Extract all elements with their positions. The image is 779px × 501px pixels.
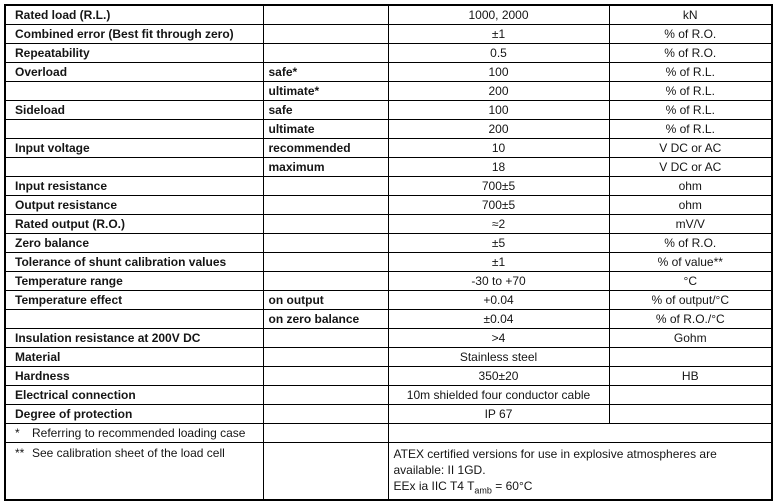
value-cell: 10m shielded four conductor cable — [388, 386, 609, 405]
table-row — [5, 63, 772, 82]
unit-cell: kN — [609, 5, 772, 25]
table-row — [5, 329, 772, 348]
value-cell: -30 to +70 — [388, 272, 609, 291]
subparam-cell — [263, 44, 388, 63]
value-cell: ±1 — [388, 25, 609, 44]
param-cell: Combined error (Best fit through zero) — [5, 25, 263, 44]
subparam-cell — [263, 367, 388, 386]
param-cell: Output resistance — [5, 196, 263, 215]
footnote-marker: * — [15, 426, 20, 440]
unit-cell — [609, 386, 772, 405]
table-row — [5, 101, 772, 120]
param-cell: Input resistance — [5, 177, 263, 196]
subparam-cell — [263, 424, 388, 443]
unit-cell: % of output/°C — [609, 291, 772, 310]
param-cell: Temperature effect — [5, 291, 263, 310]
subparam-cell — [263, 329, 388, 348]
table-row — [5, 44, 772, 63]
subparam-cell — [263, 253, 388, 272]
subparam-cell: safe — [263, 101, 388, 120]
atex-note-line-2: available: II 1GD. — [393, 463, 486, 477]
unit-cell: ohm — [609, 196, 772, 215]
param-cell: Rated load (R.L.) — [5, 5, 263, 25]
value-cell: ≈2 — [388, 215, 609, 234]
table-row — [5, 5, 772, 25]
value-cell: ±0.04 — [388, 310, 609, 329]
unit-cell: mV/V — [609, 215, 772, 234]
footnote-text: See calibration sheet of the load cell — [32, 446, 225, 460]
param-cell — [5, 82, 263, 101]
footnote-row-1 — [5, 424, 772, 443]
table-row — [5, 196, 772, 215]
unit-cell: ohm — [609, 177, 772, 196]
unit-cell: % of R.L. — [609, 82, 772, 101]
param-cell — [5, 158, 263, 177]
subparam-cell: recommended — [263, 139, 388, 158]
table-row — [5, 215, 772, 234]
subparam-cell — [263, 215, 388, 234]
unit-cell: Gohm — [609, 329, 772, 348]
unit-cell — [609, 405, 772, 424]
subparam-cell — [263, 234, 388, 253]
table-row — [5, 386, 772, 405]
table-row — [5, 348, 772, 367]
value-cell: >4 — [388, 329, 609, 348]
value-cell: Stainless steel — [388, 348, 609, 367]
param-cell: Sideload — [5, 101, 263, 120]
table-row — [5, 367, 772, 386]
param-cell — [5, 120, 263, 139]
subparam-cell — [263, 386, 388, 405]
value-cell: +0.04 — [388, 291, 609, 310]
subparam-cell — [263, 177, 388, 196]
unit-cell: V DC or AC — [609, 158, 772, 177]
subparam-cell — [263, 405, 388, 424]
value-cell: 0.5 — [388, 44, 609, 63]
unit-cell: % of value** — [609, 253, 772, 272]
value-cell: 200 — [388, 82, 609, 101]
footnote-cell — [5, 443, 263, 501]
subparam-cell — [263, 25, 388, 44]
unit-cell: °C — [609, 272, 772, 291]
table-row — [5, 272, 772, 291]
table-row — [5, 310, 772, 329]
param-cell: Electrical connection — [5, 386, 263, 405]
value-cell: 100 — [388, 63, 609, 82]
unit-cell: % of R.O. — [609, 44, 772, 63]
footnote-marker: ** — [15, 446, 25, 460]
unit-cell: % of R.O./°C — [609, 310, 772, 329]
subparam-cell — [263, 5, 388, 25]
table-row — [5, 158, 772, 177]
unit-cell: HB — [609, 367, 772, 386]
footnote-row-2 — [5, 443, 772, 501]
merged-empty-cell — [388, 424, 772, 443]
atex-note-cell — [388, 443, 772, 501]
atex-note-line-1: ATEX certified versions for use in explosive atmospheres are — [393, 447, 717, 461]
param-cell: Repeatability — [5, 44, 263, 63]
value-cell: 1000, 2000 — [388, 5, 609, 25]
table-row — [5, 139, 772, 158]
subparam-cell: maximum — [263, 158, 388, 177]
subparam-cell — [263, 348, 388, 367]
unit-cell — [609, 348, 772, 367]
atex-note-line-3: EEx ia IIC T4 $T_{amb} = 60^\circ C$ — [393, 479, 533, 496]
spec-table-body — [5, 5, 772, 424]
value-cell: IP 67 — [388, 405, 609, 424]
value-cell: 700±5 — [388, 177, 609, 196]
spec-table-footnotes — [5, 424, 772, 501]
value-cell: 700±5 — [388, 196, 609, 215]
spec-table — [4, 4, 773, 501]
table-row — [5, 291, 772, 310]
subparam-cell — [263, 272, 388, 291]
value-cell: 350±20 — [388, 367, 609, 386]
value-cell: 18 — [388, 158, 609, 177]
param-cell: Overload — [5, 63, 263, 82]
param-cell: Insulation resistance at 200V DC — [5, 329, 263, 348]
unit-cell: % of R.L. — [609, 120, 772, 139]
subparam-cell: safe* — [263, 63, 388, 82]
value-cell: ±5 — [388, 234, 609, 253]
unit-cell: V DC or AC — [609, 139, 772, 158]
subparam-cell: on output — [263, 291, 388, 310]
table-row — [5, 82, 772, 101]
param-cell: Tolerance of shunt calibration values — [5, 253, 263, 272]
table-row — [5, 234, 772, 253]
unit-cell: % of R.L. — [609, 63, 772, 82]
value-cell: ±1 — [388, 253, 609, 272]
param-cell: Input voltage — [5, 139, 263, 158]
unit-cell: % of R.O. — [609, 25, 772, 44]
subparam-cell: on zero balance — [263, 310, 388, 329]
unit-cell: % of R.L. — [609, 101, 772, 120]
table-row — [5, 120, 772, 139]
table-row — [5, 253, 772, 272]
param-cell: Degree of protection — [5, 405, 263, 424]
subparam-cell: ultimate* — [263, 82, 388, 101]
unit-cell: % of R.O. — [609, 234, 772, 253]
value-cell: 100 — [388, 101, 609, 120]
subparam-cell: ultimate — [263, 120, 388, 139]
table-row — [5, 25, 772, 44]
param-cell: Hardness — [5, 367, 263, 386]
param-cell: Temperature range — [5, 272, 263, 291]
value-cell: 10 — [388, 139, 609, 158]
footnote-cell — [5, 424, 263, 443]
param-cell: Material — [5, 348, 263, 367]
subscript-amb: amb — [474, 485, 492, 496]
subparam-cell — [263, 196, 388, 215]
param-cell: Zero balance — [5, 234, 263, 253]
table-row — [5, 405, 772, 424]
param-cell — [5, 310, 263, 329]
value-cell: 200 — [388, 120, 609, 139]
footnote-text: Referring to recommended loading case — [32, 426, 246, 440]
table-row — [5, 177, 772, 196]
subparam-cell — [263, 443, 388, 501]
param-cell: Rated output (R.O.) — [5, 215, 263, 234]
